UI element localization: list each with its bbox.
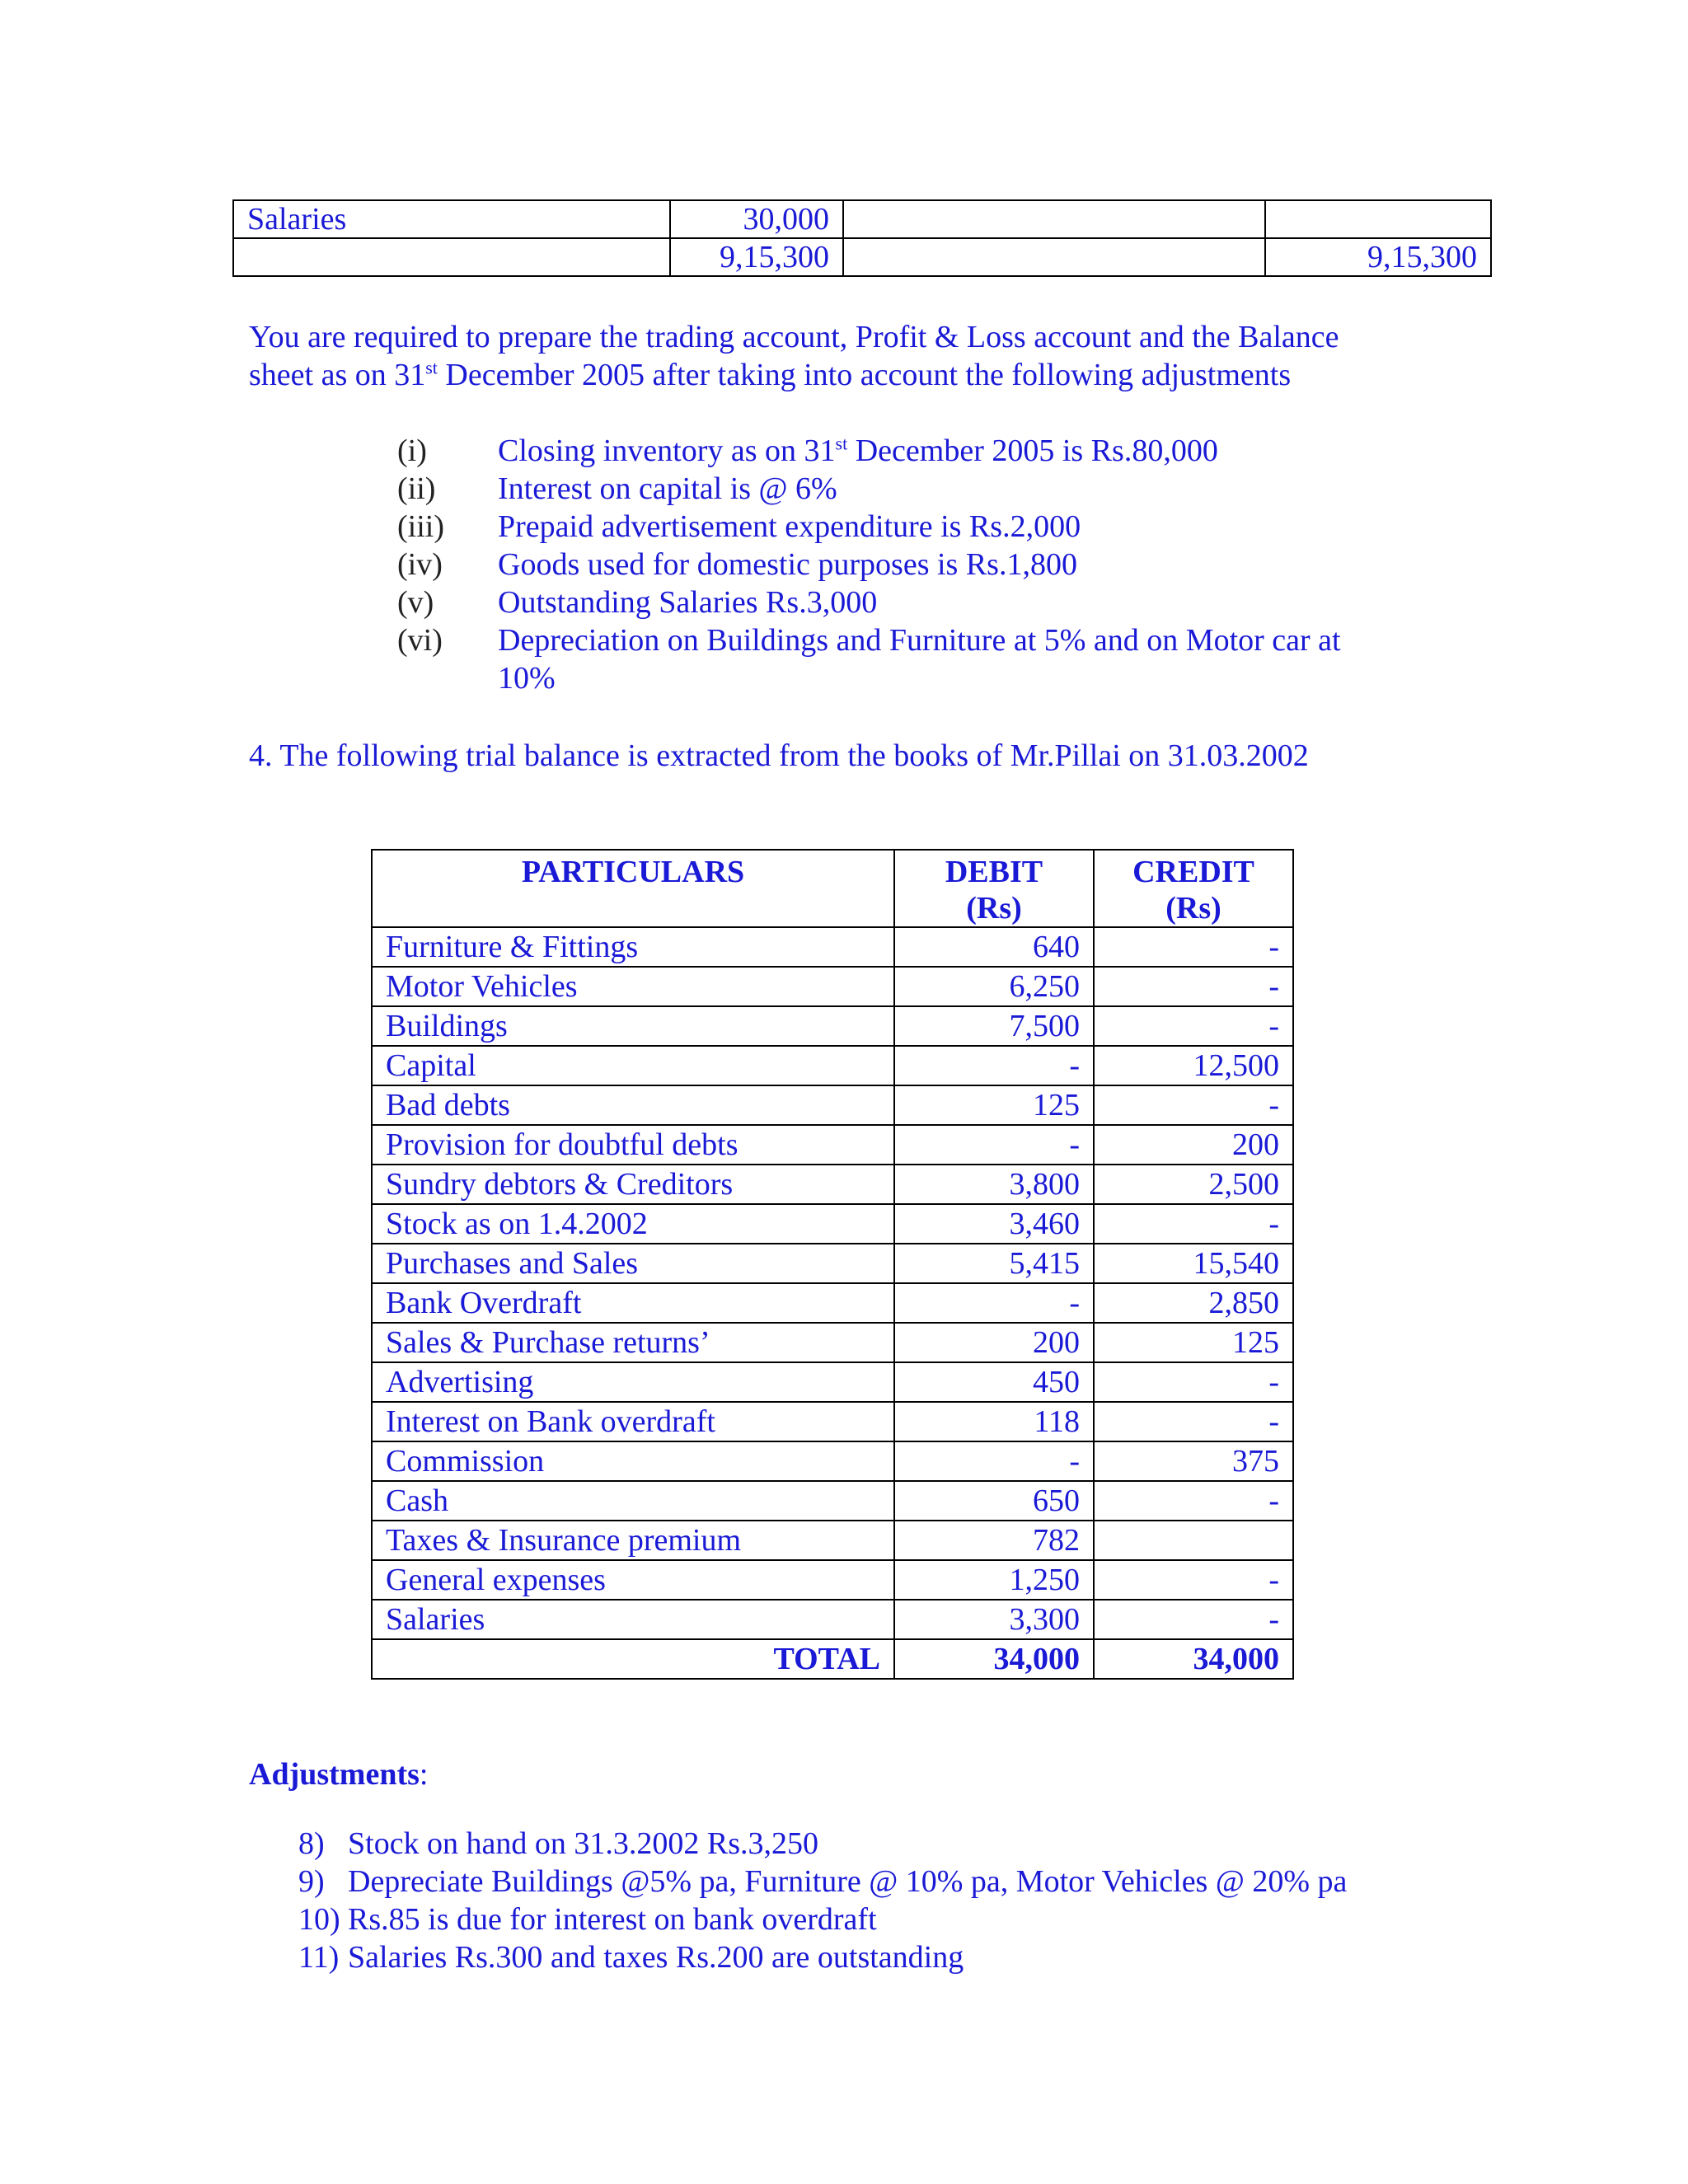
intro-line: You are required to prepare the trading account, Profit & Loss account and the Balance	[249, 320, 1339, 354]
particular-cell: Stock as on 1.4.2002	[372, 1204, 894, 1244]
credit-cell	[1094, 1521, 1293, 1560]
top-cell: 9,15,300	[670, 238, 843, 276]
debit-cell: -	[894, 1441, 1094, 1481]
particular-cell: Bank Overdraft	[372, 1283, 894, 1323]
particular-cell: Motor Vehicles	[372, 967, 894, 1006]
table-row	[372, 1165, 1293, 1204]
table-row	[372, 1204, 1293, 1244]
debit-cell: 3,300	[894, 1600, 1094, 1639]
table-row	[372, 1600, 1293, 1639]
particular-cell: Salaries	[372, 1600, 894, 1639]
particular-cell: General expenses	[372, 1560, 894, 1600]
table-row	[372, 1402, 1293, 1441]
particular-cell: Interest on Bank overdraft	[372, 1402, 894, 1441]
intro-line: sheet as on 31st December 2005 after taking into account the following adjustments	[249, 357, 1292, 392]
credit-cell: 375	[1094, 1441, 1293, 1481]
top-cell	[1265, 200, 1491, 238]
total-debit: 34,000	[894, 1639, 1094, 1679]
intro-paragraph	[249, 318, 1339, 394]
credit-cell: -	[1094, 1481, 1293, 1521]
credit-cell: 15,540	[1094, 1244, 1293, 1283]
credit-cell: -	[1094, 1560, 1293, 1600]
table-row	[372, 1006, 1293, 1046]
debit-cell: -	[894, 1046, 1094, 1085]
debit-cell: 6,250	[894, 967, 1094, 1006]
top-cell	[843, 238, 1265, 276]
debit-cell: 782	[894, 1521, 1094, 1560]
table-header-row	[372, 850, 1293, 927]
table-row	[372, 967, 1293, 1006]
table-row	[372, 1362, 1293, 1402]
total-row	[372, 1639, 1293, 1679]
debit-cell: 640	[894, 927, 1094, 967]
question-4-text: 4. The following trial balance is extracted from the books of Mr.Pillai on 31.03.2002	[249, 738, 1309, 773]
table-row	[372, 1283, 1293, 1323]
particular-cell: Sales & Purchase returns’	[372, 1323, 894, 1362]
top-cell: 30,000	[670, 200, 843, 238]
particular-cell: Commission	[372, 1441, 894, 1481]
table-row	[372, 1481, 1293, 1521]
credit-cell: 125	[1094, 1323, 1293, 1362]
debit-cell: 3,800	[894, 1165, 1094, 1204]
particular-cell: Furniture & Fittings	[372, 927, 894, 967]
particular-cell: Bad debts	[372, 1085, 894, 1125]
debit-cell: 125	[894, 1085, 1094, 1125]
credit-cell: -	[1094, 1362, 1293, 1402]
top-cell	[843, 200, 1265, 238]
top-cell	[233, 238, 670, 276]
table-row	[372, 1323, 1293, 1362]
credit-cell: -	[1094, 1085, 1293, 1125]
particular-cell: Provision for doubtful debts	[372, 1125, 894, 1165]
particular-cell: Purchases and Sales	[372, 1244, 894, 1283]
credit-cell: -	[1094, 1600, 1293, 1639]
debit-header: DEBIT (Rs)	[894, 850, 1094, 927]
credit-cell: -	[1094, 1204, 1293, 1244]
particular-cell: Buildings	[372, 1006, 894, 1046]
particular-cell: Cash	[372, 1481, 894, 1521]
table-row	[233, 200, 1491, 238]
credit-cell: -	[1094, 967, 1293, 1006]
debit-cell: 200	[894, 1323, 1094, 1362]
credit-cell: 2,850	[1094, 1283, 1293, 1323]
particular-cell: Advertising	[372, 1362, 894, 1402]
credit-cell: -	[1094, 1402, 1293, 1441]
debit-cell: 5,415	[894, 1244, 1094, 1283]
debit-cell: 118	[894, 1402, 1094, 1441]
trial-balance-table	[371, 849, 1294, 1680]
credit-cell: 2,500	[1094, 1165, 1293, 1204]
debit-cell: 7,500	[894, 1006, 1094, 1046]
table-row	[372, 1046, 1293, 1085]
table-row	[233, 238, 1491, 276]
debit-cell: 3,460	[894, 1204, 1094, 1244]
top-ledger-table	[232, 199, 1492, 277]
top-cell: Salaries	[233, 200, 670, 238]
table-row	[372, 1441, 1293, 1481]
table-row	[372, 1085, 1293, 1125]
total-credit: 34,000	[1094, 1639, 1293, 1679]
credit-header: CREDIT (Rs)	[1094, 850, 1293, 927]
debit-cell: -	[894, 1283, 1094, 1323]
table-row	[372, 1560, 1293, 1600]
debit-cell: 450	[894, 1362, 1094, 1402]
particulars-header: PARTICULARS	[372, 850, 894, 927]
adjustments-heading: Adjustments:	[249, 1757, 429, 1792]
debit-cell: -	[894, 1125, 1094, 1165]
particular-cell: Taxes & Insurance premium	[372, 1521, 894, 1560]
credit-cell: -	[1094, 927, 1293, 967]
table-row	[372, 927, 1293, 967]
credit-cell: 12,500	[1094, 1046, 1293, 1085]
credit-cell: -	[1094, 1006, 1293, 1046]
particular-cell: Capital	[372, 1046, 894, 1085]
table-row	[372, 1521, 1293, 1560]
table-row	[372, 1244, 1293, 1283]
credit-cell: 200	[1094, 1125, 1293, 1165]
total-label: TOTAL	[372, 1639, 894, 1679]
particular-cell: Sundry debtors & Creditors	[372, 1165, 894, 1204]
debit-cell: 650	[894, 1481, 1094, 1521]
debit-cell: 1,250	[894, 1560, 1094, 1600]
top-cell: 9,15,300	[1265, 238, 1491, 276]
table-row	[372, 1125, 1293, 1165]
